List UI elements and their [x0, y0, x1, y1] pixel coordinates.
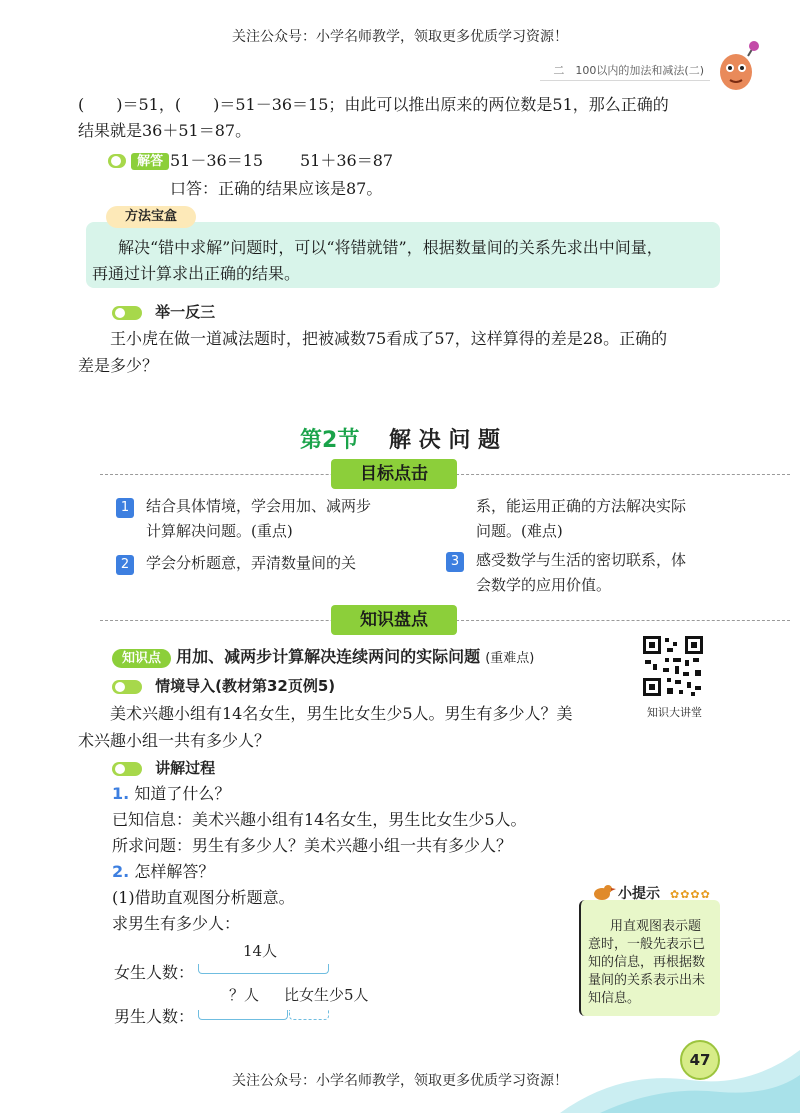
scenario-heading-row	[112, 675, 335, 696]
knowledge-point-tag: 知识点	[112, 649, 171, 668]
scenario-line-1: 美术兴趣小组有14名女生，男生比女生少5人。男生有多少人？美	[110, 704, 573, 723]
section-title	[0, 423, 800, 454]
intro-line-1: ( )＝51，( )＝51－36＝15；由此可以推出原来的两位数是51，那么正确的	[78, 95, 669, 114]
goal-number-3: 3	[446, 552, 464, 572]
goal-2-cont-line-2: 问题。(难点)	[476, 522, 563, 540]
step-2-text: 怎样解答？	[134, 862, 215, 881]
sub-step-1: (1)借助直观图分析题意。	[112, 888, 295, 907]
asked-info: 所求问题：男生有多少人？美术兴趣小组一共有多少人？	[112, 836, 513, 855]
answer-tag: 解答	[131, 153, 169, 170]
goal-3-line-2: 会数学的应用价值。	[476, 576, 612, 594]
goal-number-1: 1	[116, 498, 134, 518]
knowledge-point-title: 用加、减两步计算解决连续两问的实际问题	[176, 647, 481, 666]
answer-calc-2: 51＋36＝87	[300, 151, 394, 170]
running-head: 二 100以内的加法和减法(二)	[553, 64, 704, 77]
goal-1-line-2: 计算解决问题。(重点)	[146, 522, 293, 540]
tip-line-4: 量间的关系表示出未	[588, 973, 706, 988]
process-heading: 讲解过程	[155, 759, 216, 777]
practice-heading-row	[112, 301, 215, 322]
girls-bar	[198, 964, 329, 974]
section-name: 解 决 问 题	[389, 428, 500, 453]
known-info: 已知信息：美术兴趣小组有14名女生，男生比女生少5人。	[112, 810, 527, 829]
scenario-heading: 情境导入(教材第32页例5)	[155, 677, 336, 695]
boys-difference-bar	[289, 1010, 329, 1020]
boys-note: 比女生少5人	[284, 986, 369, 1004]
page-number: 47	[680, 1040, 720, 1080]
answer-calc-1: 51－36＝15	[170, 151, 264, 170]
qr-caption: 知识大讲堂	[647, 706, 702, 719]
practice-heading: 举一反三	[155, 303, 216, 321]
goal-2-cont-line-1: 系，能运用正确的方法解决实际	[476, 497, 687, 515]
process-pill-icon	[112, 762, 142, 776]
tip-line-1: 用直观图表示题	[610, 919, 702, 934]
practice-line-1: 王小虎在做一道减法题时，把被减数75看成了57，这样算得的差是28。正确的	[110, 329, 668, 348]
intro-line-2: 结果就是36＋51＝87。	[78, 121, 252, 140]
scenario-pill-icon	[112, 680, 142, 694]
goal-1-line-1: 结合具体情境，学会用加、减两步	[146, 497, 372, 515]
bottom-banner: 关注公众号：小学名师教学，领取更多优质学习资源！	[232, 1073, 568, 1089]
tip-heading: 小提示	[618, 886, 660, 902]
practice-line-2: 差是多少？	[78, 356, 159, 375]
knowledge-point-row	[112, 644, 534, 667]
answer-reply: 口答：正确的结果应该是87。	[170, 179, 383, 198]
step-1-text: 知道了什么？	[134, 784, 231, 803]
boys-value: ？人	[229, 986, 260, 1004]
step-2	[112, 859, 214, 885]
boys-bar	[198, 1010, 288, 1020]
knowledge-tab: 知识盘点	[331, 605, 457, 635]
running-head-divider	[540, 80, 710, 81]
method-tag: 方法宝盒	[106, 206, 196, 228]
answer-row	[108, 150, 169, 169]
girls-label: 女生人数：	[114, 963, 195, 982]
scenario-line-2: 术兴趣小组一共有多少人？	[78, 731, 271, 750]
tip-line-2: 意时，一般先表示已	[588, 937, 706, 952]
qr-code-icon[interactable]	[641, 634, 705, 698]
goals-tab: 目标点击	[331, 459, 457, 489]
mascot-icon	[714, 40, 760, 92]
step-1-number: 1.	[112, 784, 130, 803]
process-heading-row	[112, 757, 215, 778]
step-1	[112, 781, 230, 807]
step-2-number: 2.	[112, 862, 130, 881]
section-number: 第2节	[300, 428, 360, 453]
goal-3-line-1: 感受数学与生活的密切联系，体	[476, 551, 687, 569]
goal-2-line-1: 学会分析题意，弄清数量间的关	[146, 554, 357, 572]
method-line-1: 解决“错中求解”问题时，可以“将错就错”，根据数量间的关系先求出中间量，	[118, 238, 663, 257]
knowledge-point-note: (重难点)	[485, 651, 535, 666]
top-banner: 关注公众号：小学名师教学，领取更多优质学习资源！	[232, 29, 568, 45]
tip-flowers-icon: ✿✿✿✿	[670, 888, 711, 901]
answer-pill-icon	[108, 154, 126, 168]
girls-value: 14人	[243, 942, 278, 960]
method-line-2: 再通过计算求出正确的结果。	[92, 264, 301, 283]
bird-icon	[590, 880, 616, 904]
find-boys: 求男生有多少人：	[112, 914, 241, 933]
practice-pill-icon	[112, 306, 142, 320]
tip-line-3: 知的信息，再根据数	[588, 955, 706, 970]
goal-number-2: 2	[116, 555, 134, 575]
tip-line-5: 知信息。	[588, 991, 641, 1006]
boys-label: 男生人数：	[114, 1007, 195, 1026]
